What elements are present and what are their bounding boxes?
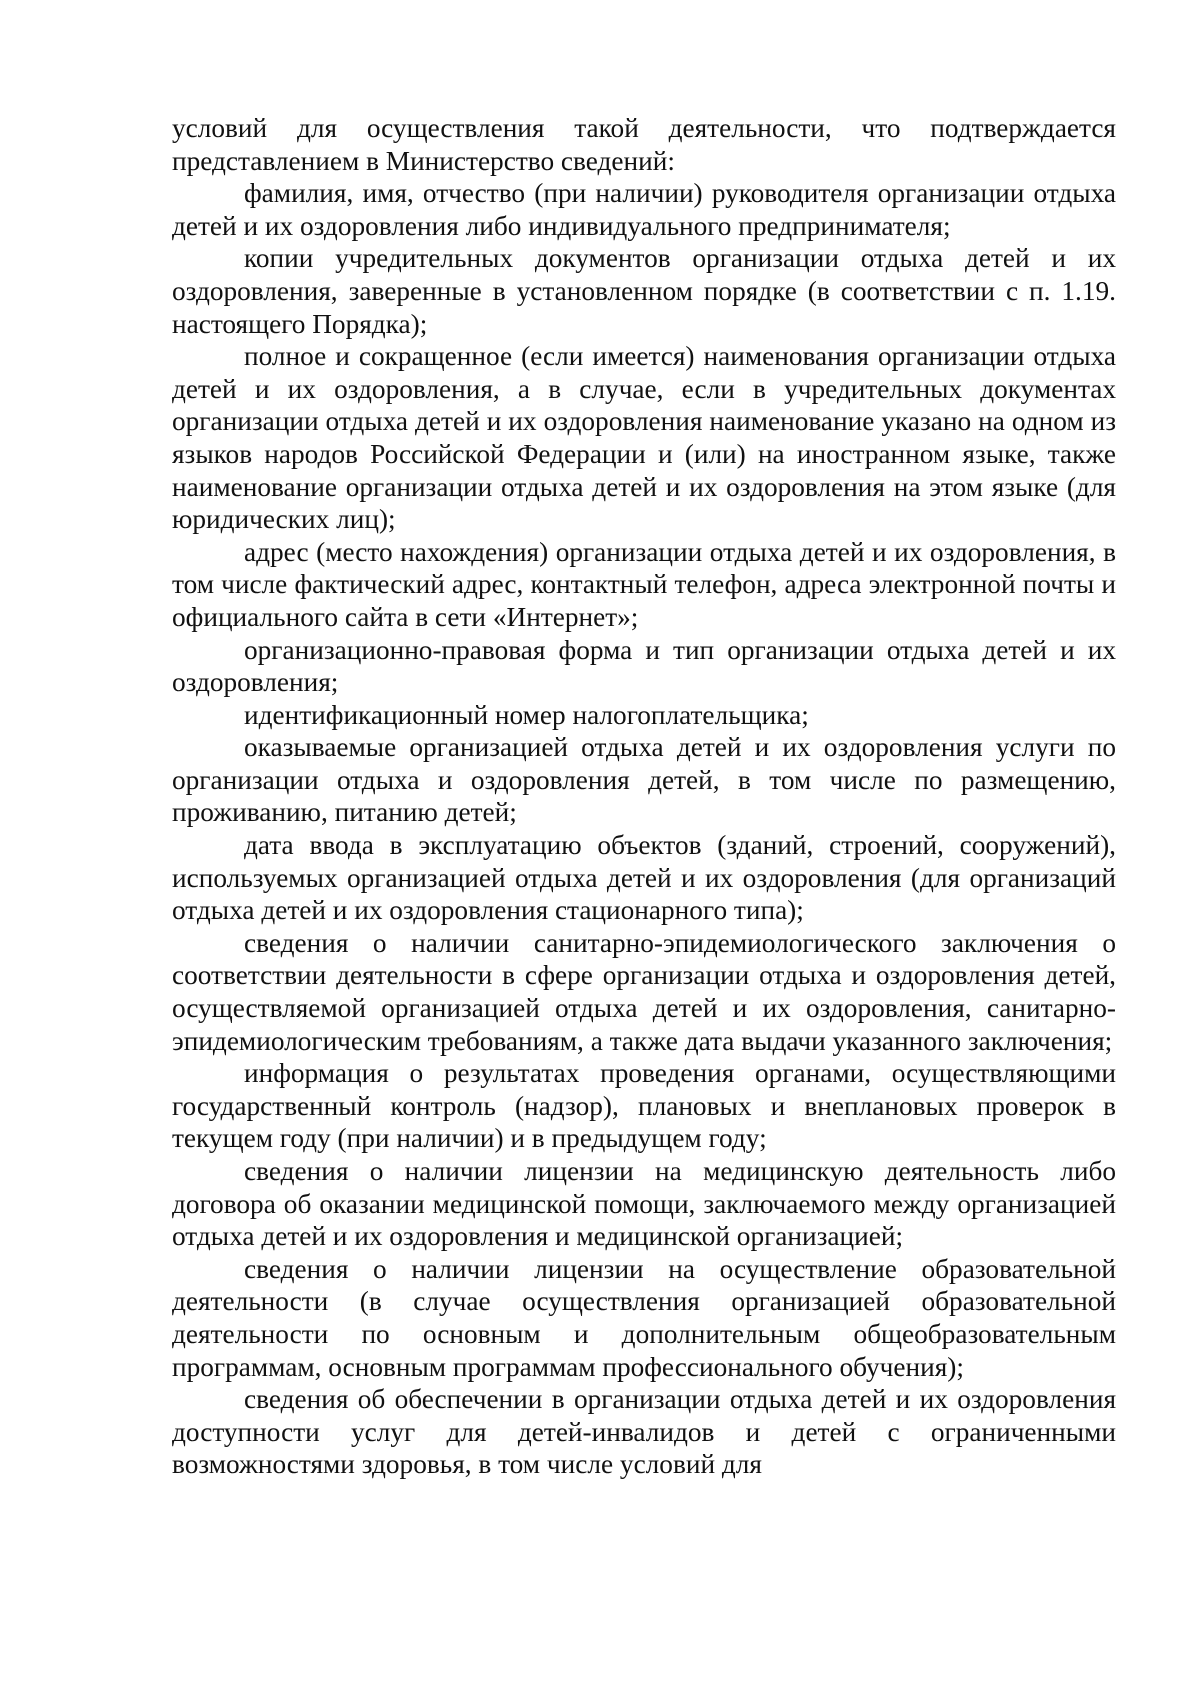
paragraph-10: сведения о наличии санитарно-эпидемиологического заключения о соответствии деятельности в сфере организации отдыха и оздоровления детей, осуществляемой организацией отдыха детей и их оздоровления, санитарно-эпидемиологическим требованиям, а также дата выдачи указанного заключения;	[172, 927, 1116, 1056]
paragraph-12: сведения о наличии лицензии на медицинскую деятельность либо договора об оказании медицинской помощи, заключаемого между организацией отдыха детей и их оздоровления и медицинской организацией;	[172, 1156, 1116, 1252]
paragraph-7: идентификационный номер налогоплательщика;	[244, 699, 809, 730]
paragraph-14: сведения об обеспечении в организации отдыха детей и их оздоровления доступности услуг для детей-инвалидов и детей с ограниченными возможностями здоровья, в том числе условий для	[172, 1384, 1116, 1480]
paragraph-9: дата ввода в эксплуатацию объектов (зданий, строений, сооружений), используемых организацией отдыха детей и их оздоровления (для организаций отдыха детей и их оздоровления стационарного типа);	[172, 830, 1116, 926]
paragraph-5: адрес (место нахождения) организации отдыха детей и их оздоровления, в том числе фактический адрес, контактный телефон, адреса электронной почты и официального сайта в сети «Интернет»;	[172, 536, 1116, 632]
paragraph-11: информация о результатах проведения органами, осуществляющими государственный контроль (надзор), плановых и внеплановых проверок в текущем году (при наличии) и в предыдущем году;	[172, 1058, 1116, 1154]
paragraph-4: полное и сокращенное (если имеется) наименования организации отдыха детей и их оздоровления, а в случае, если в учредительных документах организации отдыха детей и их оздоровления наименование указано на одном из языков народов Российской Федерации и (или) на иностранном языке, также наименование организации отдыха детей и их оздоровления на этом языке (для юридических лиц);	[172, 341, 1116, 535]
paragraph-13: сведения о наличии лицензии на осуществление образовательной деятельности (в случае осуществления организацией образовательной деятельности по основным и дополнительным общеобразовательным программам, основным программам профессионального обучения);	[172, 1253, 1116, 1382]
paragraph-3: копии учредительных документов организации отдыха детей и их оздоровления, заверенные в установленном порядке (в соответствии с п. 1.19. настоящего Порядка);	[172, 243, 1116, 339]
paragraph-6: организационно-правовая форма и тип организации отдыха детей и их оздоровления;	[172, 634, 1116, 698]
paragraph-1: условий для осуществления такой деятельности, что подтверждается представлением в Министерство сведений:	[172, 113, 1116, 176]
document-body	[172, 112, 1116, 1481]
paragraph-8: оказываемые организацией отдыха детей и их оздоровления услуги по организации отдыха и оздоровления детей, в том числе по размещению, проживанию, питанию детей;	[172, 732, 1116, 828]
paragraph-2: фамилия, имя, отчество (при наличии) руководителя организации отдыха детей и их оздоровления либо индивидуального предпринимателя;	[172, 178, 1116, 241]
